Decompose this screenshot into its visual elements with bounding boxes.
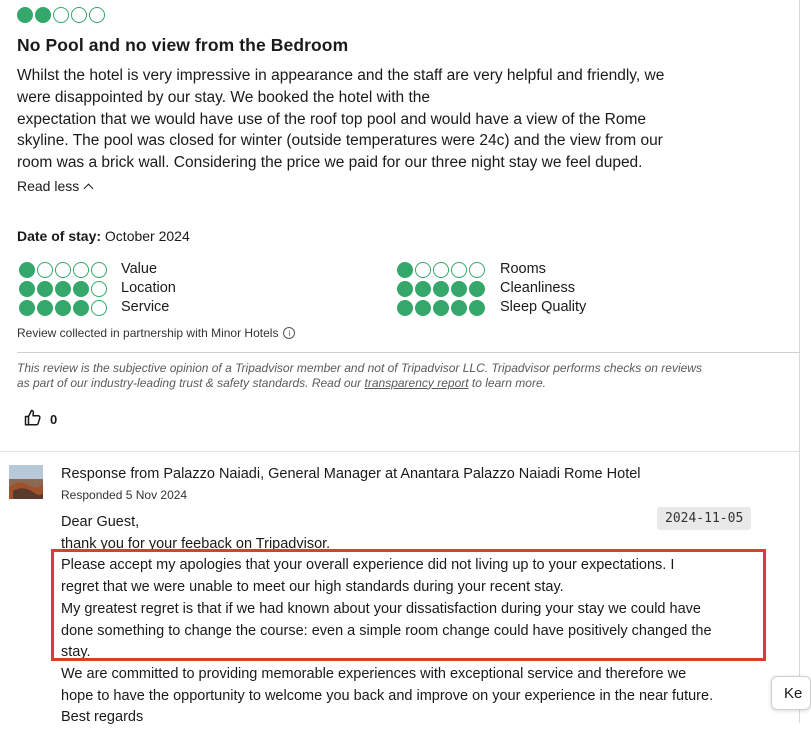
helpful-vote-button[interactable] [24,409,57,430]
response-title: Response from Palazzo Naiadi, General Manager at Anantara Palazzo Naiadi Rome Hotel [61,466,641,482]
review-body-line: skyline. The pool was closed for winter (outside temperatures were 24c) and the view from our [17,132,663,150]
response-line: hope to have the opportunity to welcome you back and improve on your experience in the near future. [61,687,714,704]
overall-rating-bubbles [17,7,105,23]
read-less-button[interactable] [17,178,92,194]
response-line: Best regards [61,709,144,726]
empty-bubble-icon [89,7,105,23]
date-of-stay-label: Date of stay: [17,228,102,244]
review-disclaimer [17,361,777,390]
filled-bubble-icon [73,281,89,297]
empty-bubble-icon [469,262,485,278]
empty-bubble-icon [433,262,449,278]
response-line: regret that we were unable to meet our high standards during your recent stay. [61,579,564,596]
location-rating-bubbles [19,281,107,297]
divider [0,451,800,452]
info-icon[interactable]: i [283,327,295,339]
empty-bubble-icon [73,262,89,278]
sleep-quality-rating-bubbles [397,300,485,316]
divider [17,352,800,353]
filled-bubble-icon [35,7,51,23]
response-line: Please accept my apologies that your overall experience did not living up to your expectations. I [61,557,675,574]
date-of-stay-value: October 2024 [104,228,190,244]
review-title: No Pool and no view from the Bedroom [17,35,349,55]
value-rating-label: Value [121,261,158,277]
review-body [17,65,777,174]
disclaimer-text: to learn more. [468,375,546,390]
response-line: done something to change the course: even a simple room change could have positively changed the [61,622,712,639]
empty-bubble-icon [91,281,107,297]
response-body [61,512,773,729]
read-less-label: Read less [17,178,80,194]
filled-bubble-icon [451,300,467,316]
filled-bubble-icon [469,300,485,316]
filled-bubble-icon [469,281,485,297]
filled-bubble-icon [397,281,413,297]
disclaimer-text: as part of our industry-leading trust & safety standards. Read our [17,375,365,390]
collected-note-text: Review collected in partnership with Minor Hotels [17,326,279,340]
rooms-rating-bubbles [397,262,485,278]
empty-bubble-icon [415,262,431,278]
empty-bubble-icon [71,7,87,23]
filled-bubble-icon [433,300,449,316]
review-body-line: were disappointed by our stay. We booked the hotel with the [17,88,431,106]
empty-bubble-icon [91,262,107,278]
response-date: Responded 5 Nov 2024 [61,488,188,502]
response-line: Dear Guest, [61,514,140,530]
filled-bubble-icon [55,281,71,297]
chevron-up-icon [84,183,94,193]
filled-bubble-icon [37,281,53,297]
empty-bubble-icon [91,300,107,316]
review-body-line: expectation that we would have use of the roof top pool and would have a view of the Rome [17,110,647,128]
empty-bubble-icon [451,262,467,278]
manager-avatar [9,465,43,499]
review-body-line: Whilst the hotel is very impressive in appearance and the staff are very helpful and friendly, we [17,67,665,84]
filled-bubble-icon [19,300,35,316]
value-rating-bubbles [19,262,107,278]
transparency-report-link[interactable]: transparency report [364,375,469,390]
page-edge-divider [799,0,800,723]
date-tooltip: 2024-11-05 [657,507,751,530]
cleanliness-rating-bubbles [397,281,485,297]
empty-bubble-icon [55,262,71,278]
rooms-rating-label: Rooms [500,261,546,277]
filled-bubble-icon [415,281,431,297]
side-button[interactable]: Ke [771,676,811,710]
disclaimer-line: This review is the subjective opinion of a Tripadvisor member and not of Tripadvisor LLC. Tripadvisor performs checks on reviews [17,361,702,375]
filled-bubble-icon [397,262,413,278]
response-line: We are committed to providing memorable experiences with exceptional service and therefore we [61,665,687,682]
filled-bubble-icon [451,281,467,297]
filled-bubble-icon [415,300,431,316]
review-body-line: room was a brick wall. Considering the price we paid for our three night stay we feel duped. [17,154,643,172]
response-line: My greatest regret is that if we had known about your dissatisfaction during your stay we could have [61,600,701,617]
thumbs-up-icon [24,409,42,430]
filled-bubble-icon [73,300,89,316]
filled-bubble-icon [19,262,35,278]
helpful-vote-count: 0 [50,412,58,427]
filled-bubble-icon [19,281,35,297]
service-rating-label: Service [121,299,170,315]
filled-bubble-icon [37,300,53,316]
filled-bubble-icon [433,281,449,297]
location-rating-label: Location [121,280,176,296]
cleanliness-rating-label: Cleanliness [500,280,575,296]
response-line: thank you for your feeback on Tripadvisor. [61,535,331,552]
collected-note [17,326,295,340]
empty-bubble-icon [53,7,69,23]
date-of-stay [17,228,190,244]
filled-bubble-icon [55,300,71,316]
disclaimer-line [17,376,777,391]
sleep-quality-rating-label: Sleep Quality [500,299,587,315]
filled-bubble-icon [17,7,33,23]
response-line: stay. [61,644,91,661]
filled-bubble-icon [397,300,413,316]
service-rating-bubbles [19,300,107,316]
empty-bubble-icon [37,262,53,278]
